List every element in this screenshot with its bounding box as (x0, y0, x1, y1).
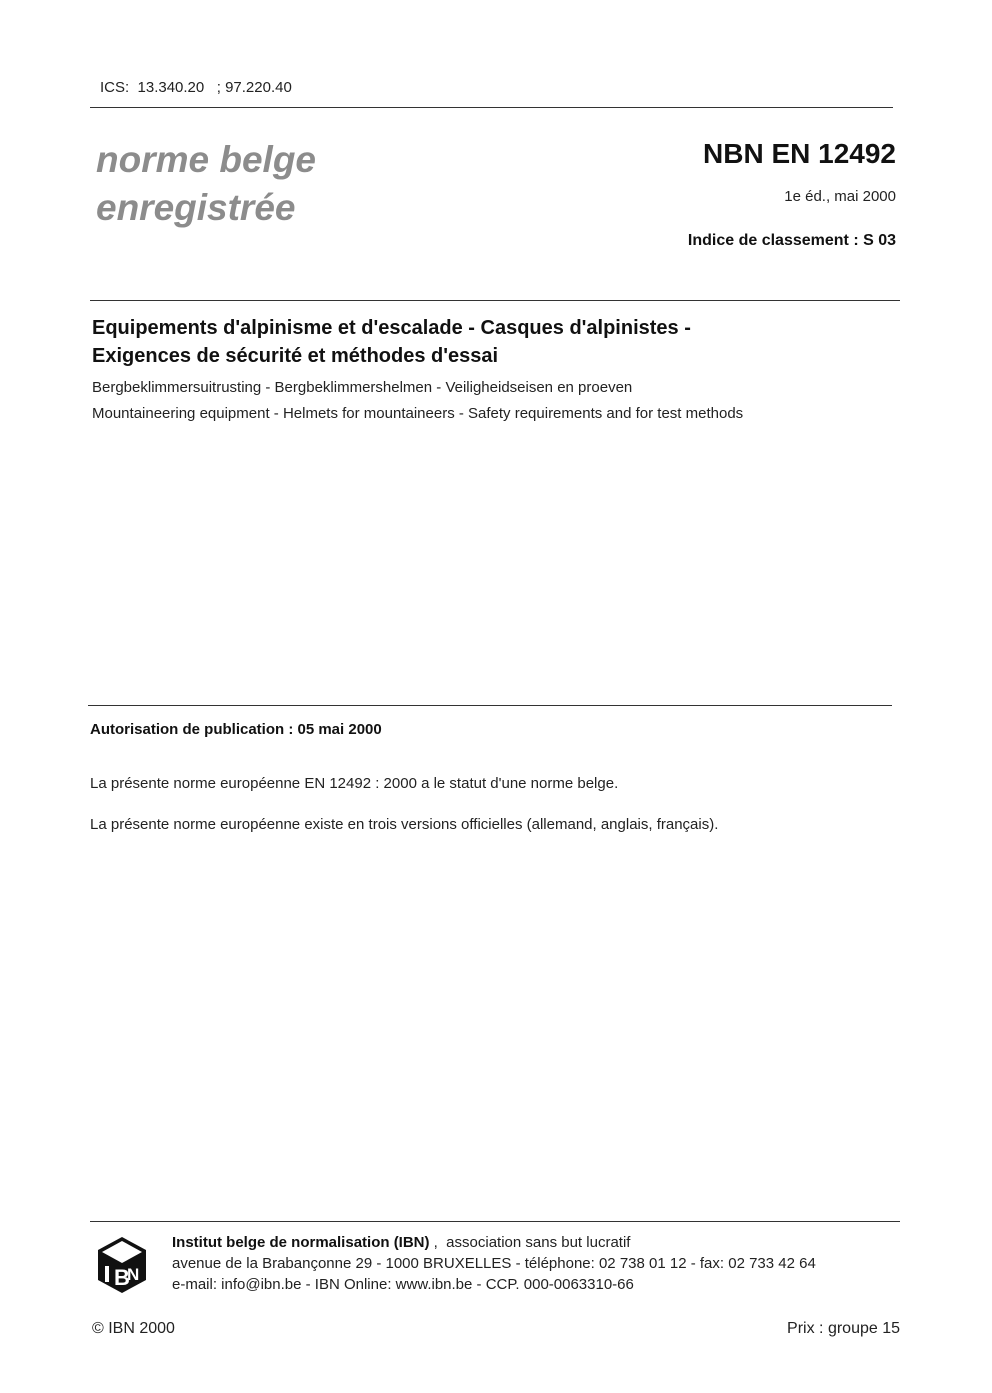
price-group: Prix : groupe 15 (787, 1320, 900, 1337)
institute-name: Institut belge de normalisation (IBN) (172, 1234, 430, 1251)
institute-address: avenue de la Brabançonne 29 - 1000 BRUXELLES - téléphone: 02 738 01 12 - fax: 02 733 42 64 (172, 1255, 816, 1272)
body-rule (88, 705, 892, 706)
versions-paragraph: La présente norme européenne existe en trois versions officielles (allemand, anglais, français). (90, 816, 719, 833)
ics-codes: ICS: 13.340.20 ; 97.220.40 (100, 79, 292, 96)
copyright-notice: © IBN 2000 (92, 1320, 175, 1337)
institute-suffix: , association sans but lucratif (429, 1234, 631, 1251)
french-title-line-1: Equipements d'alpinisme et d'escalade - Casques d'alpinistes - (92, 317, 691, 339)
status-paragraph: La présente norme européenne EN 12492 : 2000 a le statut d'une norme belge. (90, 775, 619, 792)
title-rule (90, 300, 900, 301)
svg-text:N: N (127, 1265, 140, 1284)
top-rule (90, 107, 893, 108)
dutch-title: Bergbeklimmersuitrusting - Bergbeklimmershelmen - Veiligheidseisen en proeven (92, 379, 633, 396)
footer-rule (90, 1221, 900, 1222)
brand-line-1: norme belge (96, 139, 316, 180)
english-title: Mountaineering equipment - Helmets for mountaineers - Safety requirements and for test methods (92, 405, 744, 422)
ibn-logo-icon (97, 1236, 147, 1294)
svg-text:B: B (114, 1265, 130, 1290)
french-title-line-2: Exigences de sécurité et méthodes d'essai (92, 345, 499, 367)
brand-line-2: enregistrée (96, 187, 296, 228)
standard-code: NBN EN 12492 (703, 138, 896, 169)
publication-authorization: Autorisation de publication : 05 mai 2000 (90, 721, 382, 738)
institute-line (172, 1232, 816, 1253)
edition-date: 1e éd., mai 2000 (784, 188, 896, 205)
french-title (92, 314, 691, 370)
classification-index: Indice de classement : S 03 (687, 232, 896, 249)
institute-contact: e-mail: info@ibn.be - IBN Online: www.ibn.be - CCP. 000-0063310-66 (172, 1276, 634, 1293)
institute-contact-block (172, 1232, 816, 1295)
brand-title (96, 136, 316, 232)
